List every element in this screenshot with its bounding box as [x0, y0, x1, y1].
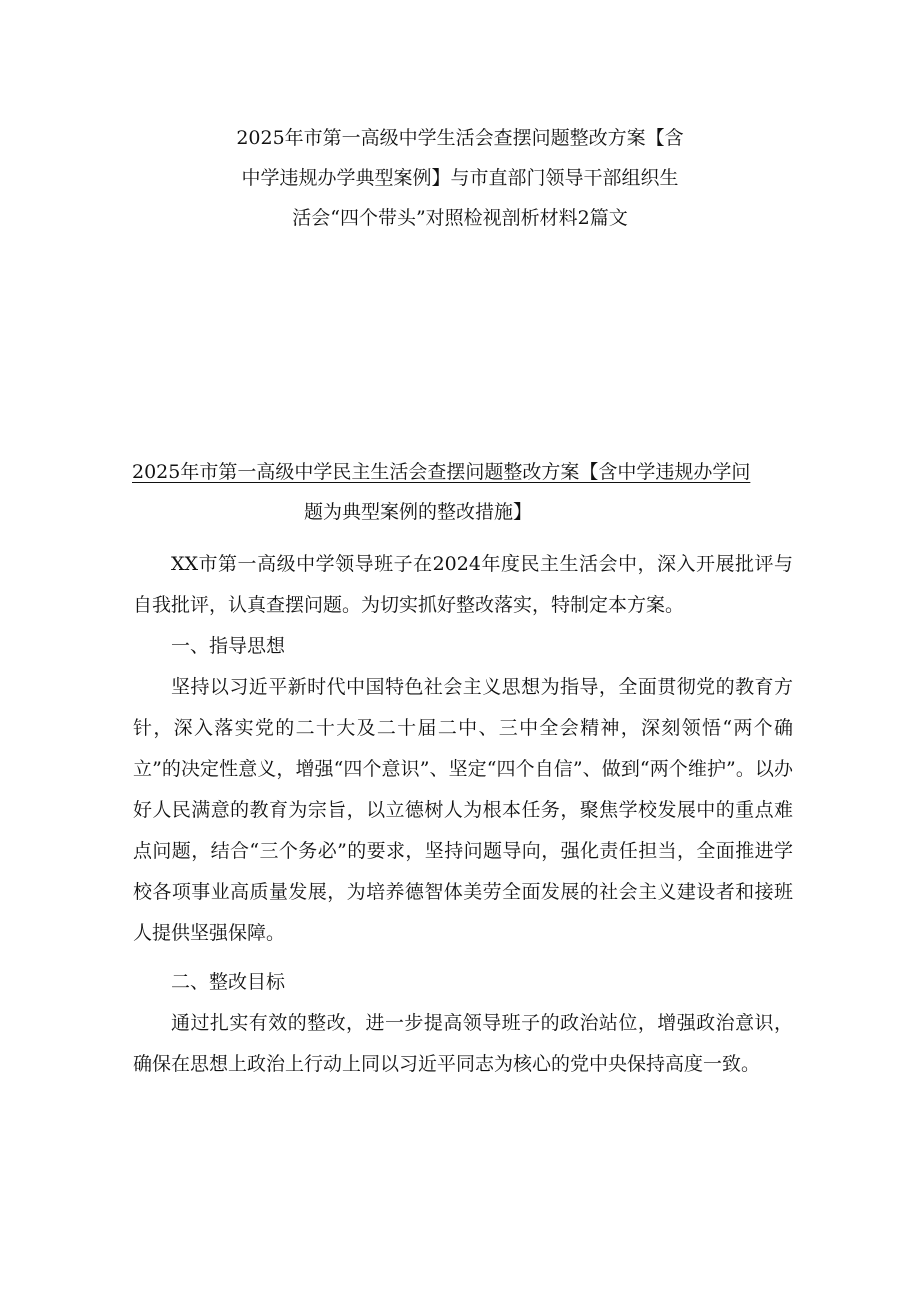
cover-title [120, 118, 800, 238]
section-heading-rectification-goals: 二、整改目标 [171, 971, 286, 993]
cover-title-line-1: 2025年市第一高级中学生活会查摆问题整改方案【含 [236, 127, 684, 149]
article-title [132, 452, 792, 532]
cover-title-line-2: 中学违规办学典型案例】与市直部门领导干部组织生 [241, 167, 679, 189]
article-title-line-2: 题为典型案例的整改措施】 [304, 501, 533, 523]
article-body [133, 544, 793, 1085]
intro-paragraph: XX市第一高级中学领导班子在2024年度民主生活会中，深入开展批评与自我批评，认真查摆问题。为切实抓好整改落实，特制定本方案。 [133, 553, 793, 616]
cover-title-line-3: 活会“四个带头”对照检视剖析材料2篇文 [292, 207, 628, 229]
section-heading-guiding-ideology: 一、指导思想 [171, 635, 286, 657]
guiding-ideology-paragraph: 坚持以习近平新时代中国特色社会主义思想为指导，全面贯彻党的教育方针，深入落实党的二十大及二十届二中、三中全会精神，深刻领悟“两个确立”的决定性意义，增强“四个意识”、坚定“四个自信”、做到“两个维护”。以办好人民满意的教育为宗旨，以立德树人为根本任务，聚焦学校发展中的重点难点问题，结合“三个务必”的要求，坚持问题导向，强化责任担当，全面推进学校各项事业高质量发展，为培养德智体美劳全面发展的社会主义建设者和接班人提供坚强保障。 [133, 676, 793, 944]
article-title-line-1: 2025年市第一高级中学民主生活会查摆问题整改方案【含中学违规办学问 [132, 461, 751, 483]
rectification-goals-paragraph: 通过扎实有效的整改，进一步提高领导班子的政治站位，增强政治意识，确保在思想上政治上行动上同以习近平同志为核心的党中央保持高度一致。 [133, 1012, 793, 1075]
